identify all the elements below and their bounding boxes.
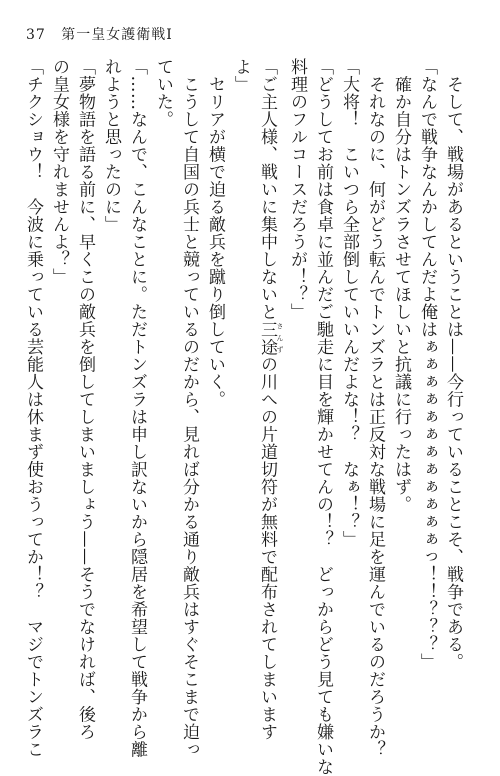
text-line-9: よ」 <box>231 58 251 93</box>
text-line-8-head: 「ご主人様、戦いに集中しないと <box>257 58 277 321</box>
text-line-11: こうして自国の兵士と競っているのだから、見れば分かる通り敵兵はすぐそこまで迫っ <box>179 58 199 758</box>
text-line-1: そして、戦場があるということは——今行っていることこそ、戦争である。 <box>443 58 463 671</box>
text-line-10: セリアが横で迫る敵兵を蹴り倒していく。 <box>205 58 225 408</box>
text-line-8 <box>254 58 284 741</box>
text-line-7: 料理のフルコースだろうが！？」 <box>287 58 307 321</box>
text-line-15: 「夢物語を語る前に、早くこの敵兵を倒してしまいましょう——そうでなければ、後ろ <box>75 58 95 741</box>
text-line-14: れようと思ったのに」 <box>101 58 121 233</box>
text-line-12: ていた。 <box>153 58 173 128</box>
text-line-3: 確か自分はトンズラさせてほしいと抗議に行ったはず。 <box>391 58 411 513</box>
text-line-2: 「なんで戦争なんかしてんだよ俺はぁぁぁぁぁぁぁぁぁぁぁぁっ！！？？？」 <box>417 58 437 671</box>
text-line-8-tail: の川への片道切符が無料で配布されてしまいます <box>257 355 277 741</box>
text-line-4: それなのに、何がどう転んでトンズラとは正反対な戦場に足を運んでいるのだろうか？ <box>365 58 385 758</box>
ruby-base: 三途 <box>257 320 277 356</box>
text-line-17: 「チクショウ！ 今波に乗っている芸能人は休まず使おうってか！？ マジでトンズラこ <box>23 58 43 758</box>
text-line-6: 「どうしてお前は食卓に並んだご馳走に目を輝かせてんの！？ どっからどう見ても嫌いな <box>313 58 333 776</box>
text-line-13: 「……なんで、こんなことに。ただトンズラは申し訳ないから隠居を希望して戦争から離 <box>127 58 147 758</box>
text-line-16: の皇女様を守れませんよ？」 <box>49 58 69 286</box>
page-number: 37 <box>26 27 46 43</box>
sanzu-ruby <box>257 320 284 356</box>
vertical-body-text <box>20 58 466 776</box>
chapter-title: 第一皇女護衛戦Ⅰ <box>61 27 173 43</box>
ruby-reading: さんず <box>276 320 284 356</box>
text-line-5: 「大将！ こいつら全部倒していいんだよな！？ なぁ！？」 <box>339 58 359 548</box>
running-header <box>26 24 173 44</box>
